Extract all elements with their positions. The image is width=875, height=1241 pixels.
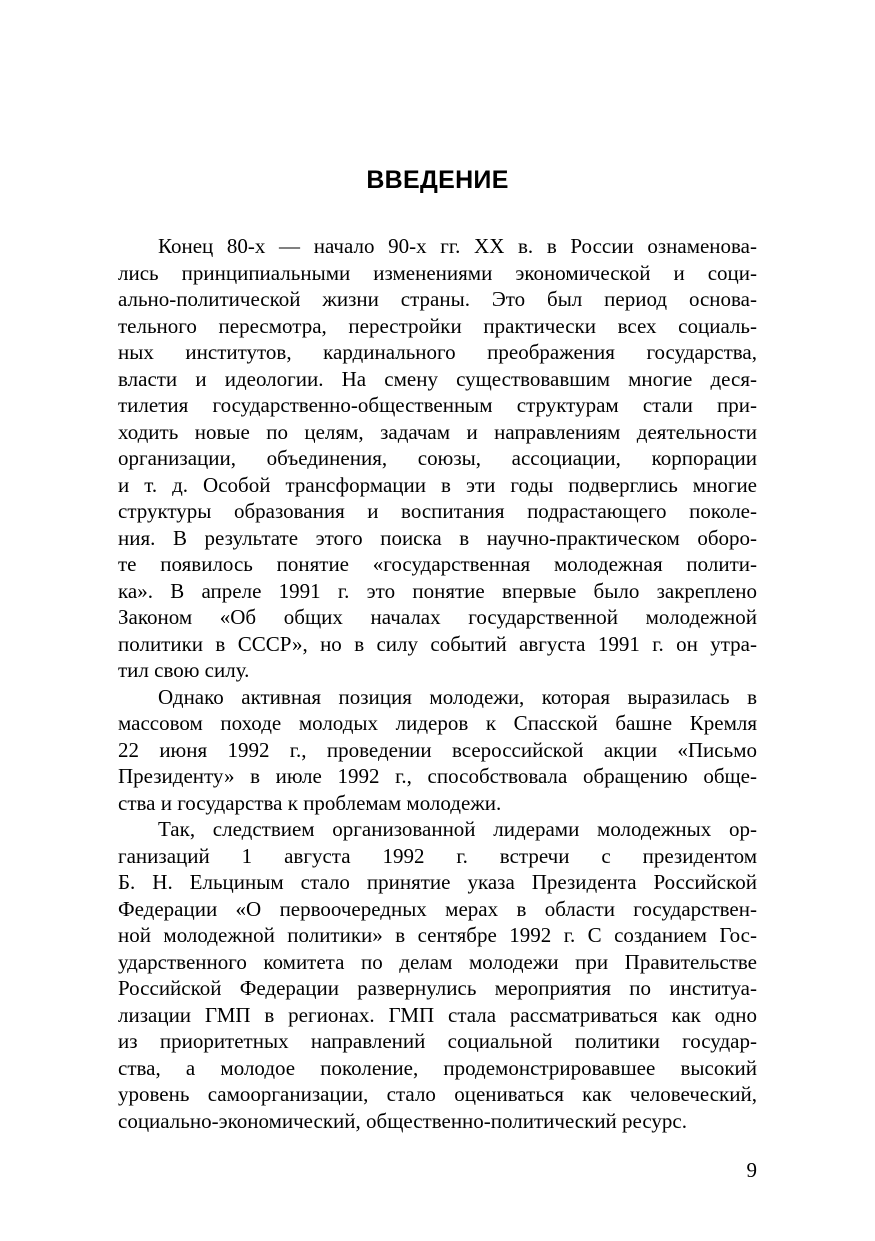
text-line: 22 июня 1992 г., проведении всероссийской акции «Письмо bbox=[118, 737, 757, 762]
paragraph bbox=[118, 684, 757, 817]
text-line: тилетия государственно-общественным структурам стали при- bbox=[118, 393, 757, 417]
text-line: из приоритетных направлений социальной политики государ- bbox=[118, 1029, 757, 1053]
text-line: Б. Н. Ельциным стало принятие указа Президента Российской bbox=[118, 870, 757, 894]
text-line: уровень самоорганизации, стало оцениваться как человеческий, bbox=[118, 1082, 757, 1106]
text-line: ных институтов, кардинального преображения государства, bbox=[118, 340, 757, 364]
text-line: ства и государства к проблемам молодежи. bbox=[118, 790, 502, 815]
text-line: структуры образования и воспитания подрастающего поколе- bbox=[118, 499, 757, 523]
text-line: ходить новые по целям, задачам и направлениям деятельности bbox=[118, 419, 757, 444]
text-line: власти и идеологии. На смену существовавшим многие деся- bbox=[118, 366, 757, 391]
paragraph bbox=[118, 816, 757, 1134]
page-number: 9 bbox=[746, 1158, 757, 1182]
text-line: Российской Федерации развернулись мероприятия по институа- bbox=[118, 976, 757, 1000]
text-line: Так, следствием организованной лидерами молодежных ор- bbox=[158, 817, 757, 841]
text-line: Законом «Об общих началах государственной молодежной bbox=[118, 605, 757, 629]
text-line: ударственного комитета по делам молодежи при Правительстве bbox=[118, 949, 757, 974]
text-line: те появилось понятие «государственная молодежная полити- bbox=[118, 552, 757, 576]
paragraph bbox=[118, 233, 757, 684]
body-text bbox=[118, 233, 757, 1134]
text-line: массовом походе молодых лидеров к Спасской башне Кремля bbox=[118, 711, 757, 735]
text-line: ально-политической жизни страны. Это был период основа- bbox=[118, 287, 757, 311]
text-line: лись принципиальными изменениями экономической и соци- bbox=[118, 260, 757, 285]
text-line: лизации ГМП в регионах. ГМП стала рассматриваться как одно bbox=[118, 1002, 757, 1027]
text-line: ганизаций 1 августа 1992 г. встречи с президентом bbox=[118, 843, 757, 868]
text-line: ной молодежной политики» в сентябре 1992 г. С созданием Гос- bbox=[118, 923, 757, 947]
text-line: социально-экономический, общественно-политический ресурс. bbox=[118, 1108, 687, 1133]
text-line: политики в СССР», но в силу событий августа 1991 г. он утра- bbox=[118, 631, 757, 656]
text-line: тил свою силу. bbox=[118, 658, 250, 682]
text-line: ния. В результате этого поиска в научно-практическом оборо- bbox=[118, 525, 757, 550]
text-line: и т. д. Особой трансформации в эти годы подверглись многие bbox=[118, 472, 757, 497]
text-line: Президенту» в июле 1992 г., способствовала обращению обще- bbox=[118, 764, 757, 788]
text-line: Федерации «О первоочередных мерах в области государствен- bbox=[118, 896, 757, 921]
text-line: Конец 80-х — начало 90-х гг. XX в. в России ознаменова- bbox=[158, 234, 757, 258]
text-line: тельного пересмотра, перестройки практически всех социаль- bbox=[118, 313, 757, 338]
text-line: ства, а молодое поколение, продемонстрировавшее высокий bbox=[118, 1055, 757, 1080]
page-title: ВВЕДЕНИЕ bbox=[366, 165, 509, 194]
text-line: ка». В апреле 1991 г. это понятие впервые было закреплено bbox=[118, 578, 757, 603]
text-line: организации, объединения, союзы, ассоциации, корпорации bbox=[118, 446, 757, 470]
text-line: Однако активная позиция молодежи, которая выразилась в bbox=[158, 684, 757, 709]
